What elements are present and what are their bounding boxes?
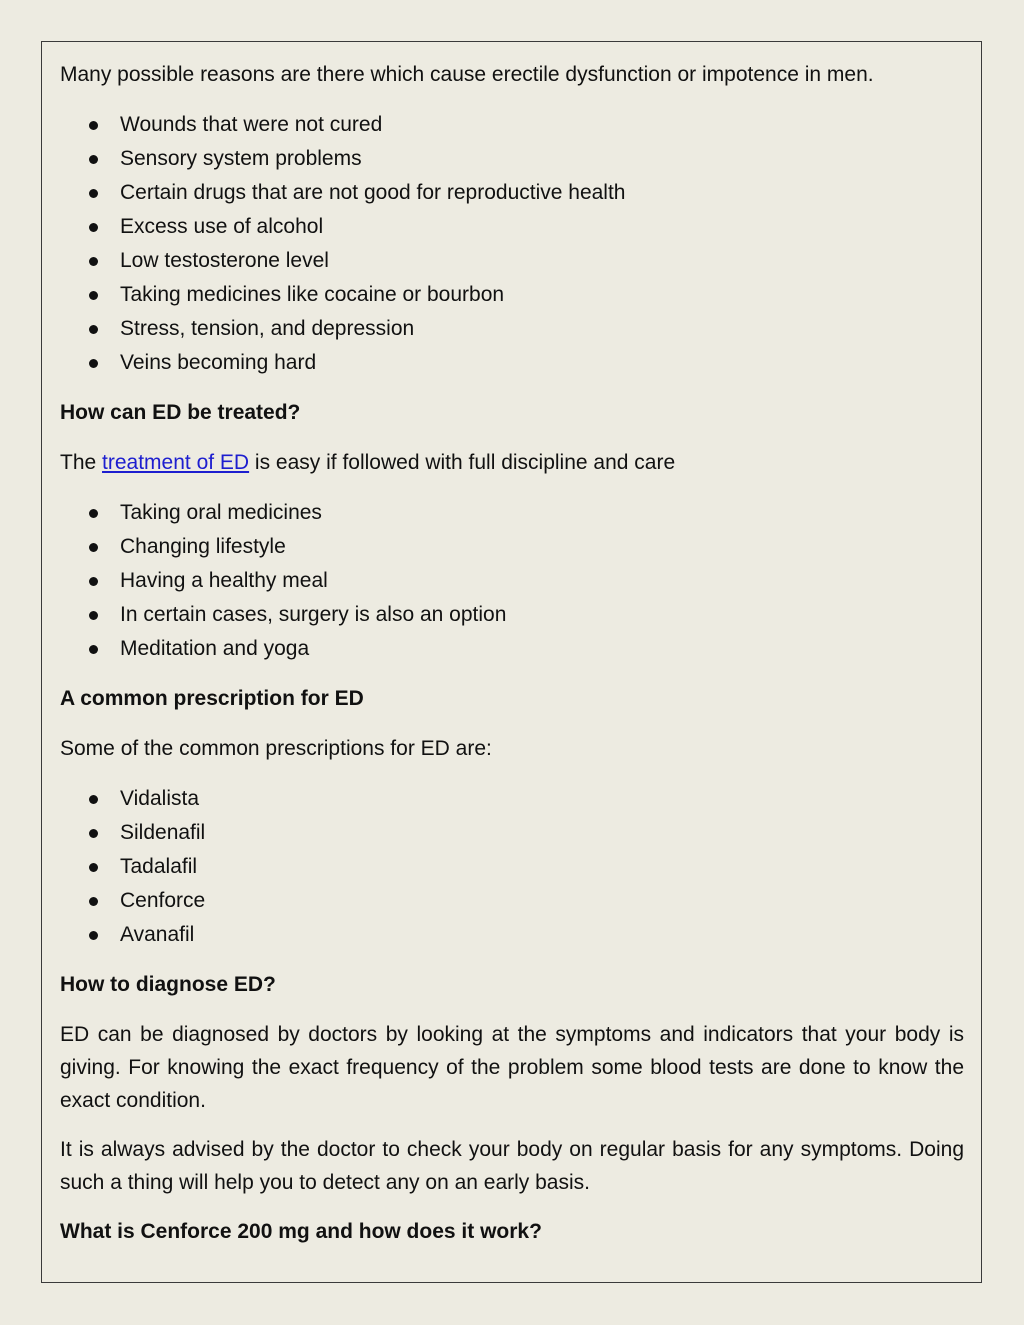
list-item-text: Changing lifestyle xyxy=(120,535,286,558)
list-item xyxy=(60,632,964,666)
treatment-heading: How can ED be treated? xyxy=(60,401,301,424)
list-item xyxy=(60,278,964,312)
bullet-icon xyxy=(89,223,98,232)
bullet-icon xyxy=(89,863,98,872)
bullet-icon xyxy=(89,291,98,300)
list-item-text: Tadalafil xyxy=(120,855,198,878)
list-item-text: Certain drugs that are not good for reproductive health xyxy=(120,181,626,204)
bullet-icon xyxy=(89,645,98,654)
bullet-icon xyxy=(89,931,98,940)
bullet-icon xyxy=(89,611,98,620)
list-item-text: Taking medicines like cocaine or bourbon xyxy=(120,283,505,306)
treatment-text-after: is easy if followed with full discipline and care xyxy=(249,451,676,474)
document-content xyxy=(60,58,964,1265)
list-item-text: Avanafil xyxy=(120,923,195,946)
list-item xyxy=(60,598,964,632)
list-item xyxy=(60,530,964,564)
bullet-icon xyxy=(89,189,98,198)
treatment-paragraph xyxy=(60,446,964,480)
bullet-icon xyxy=(89,829,98,838)
list-item-text: Stress, tension, and depression xyxy=(120,317,415,340)
list-item-text: Taking oral medicines xyxy=(120,501,322,524)
list-item-text: In certain cases, surgery is also an option xyxy=(120,603,507,626)
bullet-icon xyxy=(89,543,98,552)
bullet-icon xyxy=(89,155,98,164)
list-item xyxy=(60,312,964,346)
bullet-icon xyxy=(89,577,98,586)
diagnose-paragraph-2: It is always advised by the doctor to check your body on regular basis for any symptoms. Doing such a thing will help you to detect any on an early basis. xyxy=(60,1138,964,1194)
list-item xyxy=(60,496,964,530)
bullet-icon xyxy=(89,897,98,906)
bullet-icon xyxy=(89,325,98,334)
diagnose-heading: How to diagnose ED? xyxy=(60,973,276,996)
intro-paragraph: Many possible reasons are there which cause erectile dysfunction or impotence in men. xyxy=(60,63,874,86)
list-item-text: Having a healthy meal xyxy=(120,569,328,592)
bullet-icon xyxy=(89,257,98,266)
list-item xyxy=(60,108,964,142)
prescription-list xyxy=(60,782,964,952)
list-item-text: Vidalista xyxy=(120,787,199,810)
list-item xyxy=(60,816,964,850)
list-item-text: Sensory system problems xyxy=(120,147,362,170)
list-item xyxy=(60,884,964,918)
prescription-heading: A common prescription for ED xyxy=(60,687,364,710)
list-item xyxy=(60,918,964,952)
list-item-text: Cenforce xyxy=(120,889,206,912)
list-item xyxy=(60,244,964,278)
list-item-text: Wounds that were not cured xyxy=(120,113,383,136)
list-item xyxy=(60,564,964,598)
list-item xyxy=(60,782,964,816)
list-item xyxy=(60,176,964,210)
bullet-icon xyxy=(89,509,98,518)
treatment-of-ed-link[interactable]: treatment of ED xyxy=(102,451,250,474)
list-item xyxy=(60,210,964,244)
list-item-text: Excess use of alcohol xyxy=(120,215,324,238)
prescription-paragraph: Some of the common prescriptions for ED are: xyxy=(60,737,492,760)
list-item-text: Low testosterone level xyxy=(120,249,329,272)
list-item-text: Sildenafil xyxy=(120,821,206,844)
bullet-icon xyxy=(89,795,98,804)
list-item-text: Meditation and yoga xyxy=(120,637,310,660)
treatment-list xyxy=(60,496,964,666)
causes-list xyxy=(60,108,964,380)
list-item-text: Veins becoming hard xyxy=(120,351,317,374)
cenforce-heading: What is Cenforce 200 mg and how does it work? xyxy=(60,1220,542,1243)
bullet-icon xyxy=(89,121,98,130)
diagnose-paragraph-1: ED can be diagnosed by doctors by looking at the symptoms and indicators that your body is giving. For knowing the exact frequency of the problem some blood tests are done to know the exact condition. xyxy=(60,1023,964,1112)
list-item xyxy=(60,346,964,380)
bullet-icon xyxy=(89,359,98,368)
list-item xyxy=(60,142,964,176)
list-item xyxy=(60,850,964,884)
treatment-text-before: The xyxy=(60,451,103,474)
